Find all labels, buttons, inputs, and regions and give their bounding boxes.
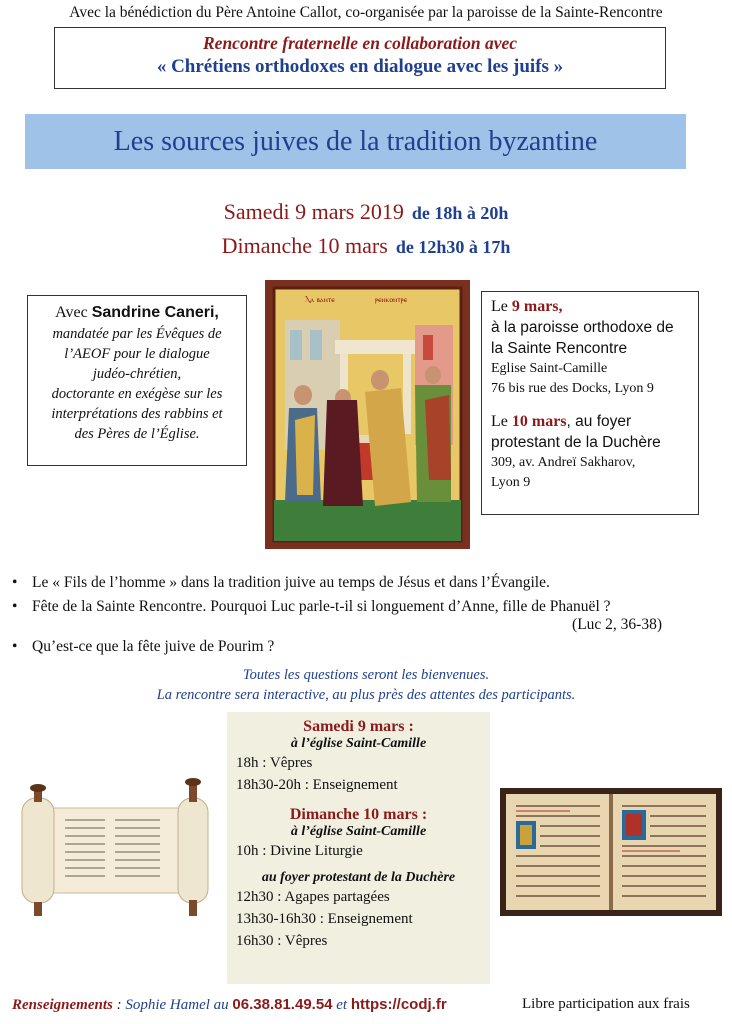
topic-text: Qu’est-ce que la fête juive de Pourim ? [32,638,275,655]
topic-text: Fête de la Sainte Rencontre. Pourquoi Luc parle-t-il si longuement d’Anne, fille de Phanuël ? [32,598,611,615]
speaker-desc-line: doctorante en exégèse sur les [51,386,223,402]
presentation-icon-drawing [265,280,470,549]
program-item: 18h : Vêpres [236,755,313,771]
date-line-1 [0,199,732,225]
welcome-line-1: Toutes les questions seront les bienvenues. [242,667,490,683]
place-2-date: 10 mars [511,413,567,430]
place-2-name-line-1: , au foyer [566,413,632,430]
icon-inscription-right: ⲣⲉⲛⲕⲟⲛⲧⲣⲉ [375,295,408,304]
icon-inscription-left: Ⲗⲁ ⲃⲁⲛⲧⲉ [305,295,335,304]
program-saturday-place: à l’église Saint-Camille [290,736,427,751]
speaker-desc-line: interprétations des rabbins et [51,406,223,422]
blessing-line: Avec la bénédiction du Père Antoine Callot, co-organisée par la paroisse de la Sainte-Rencontre [69,4,663,21]
place-2-date-line [491,411,698,432]
footer-label: Renseignements [12,997,113,1013]
footer-contact-name: Sophie Hamel au [125,997,229,1013]
places-box [481,291,699,515]
place-1-prefix: Le [491,298,508,315]
list-item [12,638,722,656]
title-banner [25,114,686,169]
program-box [227,712,490,984]
date-line-2 [0,233,732,259]
footer-website-link[interactable]: https://codj.fr [350,996,447,1013]
list-item [12,598,722,616]
date-2-day: Dimanche 10 mars [221,233,388,258]
place-1-name-line-1: à la paroisse orthodoxe de [491,319,674,336]
program-sunday-place-1: à l’église Saint-Camille [290,824,427,839]
footer-separator: : [112,997,126,1013]
topic-text: Le « Fils de l’homme » dans la tradition juive au temps de Jésus et dans l’Évangile. [32,574,550,591]
speaker-desc-line: l’AEOF pour le dialogue [64,346,210,362]
place-1-address-line-2: 76 bis rue des Docks, Lyon 9 [491,381,654,396]
manuscript-drawing [500,788,722,916]
speaker-prefix: Avec [55,304,88,321]
speaker-desc-line: mandatée par les Évêques de [52,326,222,342]
bullet-icon: • [12,574,18,591]
collaboration-line-1: Rencontre fraternelle en collaboration avec [203,33,517,53]
page-title: Les sources juives de la tradition byzantine [113,126,598,157]
speaker-description [28,324,246,444]
date-1-time: de 18h à 20h [411,203,509,223]
place-1-date: 9 mars, [511,298,563,315]
program-sunday-place-2: au foyer protestant de la Duchère [261,870,456,885]
program-item: 12h30 : Agapes partagées [236,889,390,905]
list-item [12,574,722,592]
bullet-icon: • [12,598,18,615]
torah-scroll-drawing [10,778,225,918]
program-item: 13h30-16h30 : Enseignement [236,911,413,927]
welcome-line-2: La rencontre sera interactive, au plus près des attentes des participants. [156,687,576,703]
program-item: 16h30 : Vêpres [236,933,328,949]
program-item: 10h : Divine Liturgie [236,843,363,859]
place-1-address-line-1: Eglise Saint-Camille [491,361,608,376]
speaker-name: Sandrine Caneri, [91,304,219,321]
welcome-text [0,665,732,705]
date-2-time: de 12h30 à 17h [395,237,511,257]
footer-and: et [336,997,348,1013]
place-2-address-line-1: 309, av. Andreï Sakharov, [491,455,636,470]
collaboration-line-2: « Chrétiens orthodoxes en dialogue avec les juifs » [156,56,564,77]
footer-phone[interactable]: 06.38.81.49.54 [232,996,333,1013]
program-saturday-title: Samedi 9 mars : [303,718,414,735]
topic-reference: (Luc 2, 36-38) [572,616,662,633]
place-2-prefix: Le [491,413,508,430]
speaker-box [27,295,247,466]
speaker-name-line [28,304,246,322]
program-item: 18h30-20h : Enseignement [236,777,398,793]
bullet-icon: • [12,638,18,655]
speaker-desc-line: judéo-chrétien, [92,366,182,382]
date-1-day: Samedi 9 mars 2019 [223,199,404,224]
place-2-name-line-2: protestant de la Duchère [491,434,661,451]
speaker-desc-line: des Pères de l’Église. [74,426,200,442]
topics-list [12,574,722,662]
place-1-date-line [491,296,698,317]
presentation-icon-image [265,280,470,549]
footer-participation: Libre participation aux frais [522,996,690,1012]
program-sunday-title: Dimanche 10 mars : [289,806,428,823]
place-1-name-line-2: la Sainte Rencontre [491,340,628,357]
torah-scroll-image [10,778,225,918]
footer-contact [12,996,447,1014]
collaboration-box [54,27,666,89]
place-2-address-line-2: Lyon 9 [491,475,531,490]
manuscript-image [500,788,722,916]
